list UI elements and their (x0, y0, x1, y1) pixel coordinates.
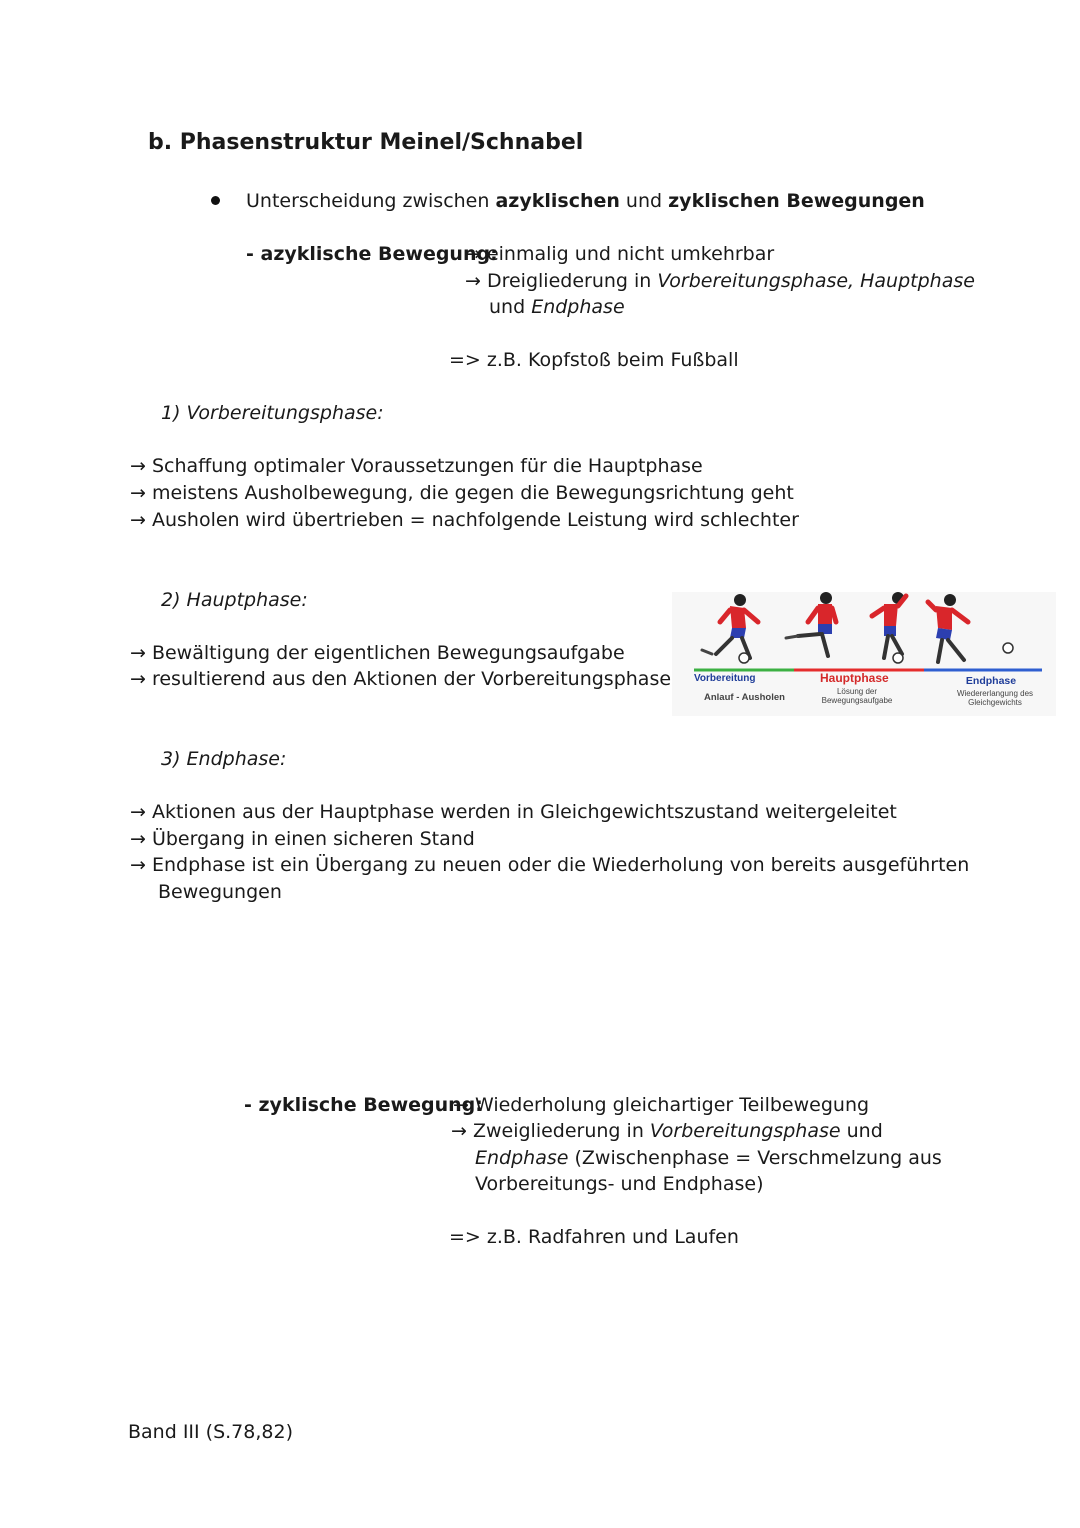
fig-label-wieder-1: Wiedererlangung des (956, 689, 1034, 698)
zyklisch-example: => z.B. Radfahren und Laufen (449, 1226, 739, 1248)
bullet-text: Unterscheidung zwischen azyklischen und zyklischen Bewegungen (246, 190, 925, 212)
zyklisch-line-3: Endphase (Zwischenphase = Verschmelzung aus (475, 1147, 942, 1169)
fig-label-wieder-2: Gleichgewichts (968, 698, 1022, 707)
zyklisch-line-4: Vorbereitungs- und Endphase) (475, 1173, 764, 1195)
phase2-item: → resultierend aus den Aktionen der Vorbereitungsphase (130, 668, 672, 690)
phase1-title: 1) Vorbereitungsphase: (161, 402, 384, 424)
bullet-dot (211, 196, 220, 205)
fig-label-loesung-1: Lösung der (836, 687, 878, 696)
azyklisch-line-1: → einmalig und nicht umkehrbar (465, 243, 775, 265)
azyklisch-line-2: → Dreigliederung in Vorbereitungsphase, Hauptphase (465, 270, 975, 292)
phase3-item: → Aktionen aus der Hauptphase werden in Gleichgewichtszustand weitergeleitet (130, 801, 897, 823)
source-reference: Band III (S.78,82) (128, 1421, 293, 1443)
azyklisch-example: => z.B. Kopfstoß beim Fußball (449, 349, 739, 371)
section-heading: b. Phasenstruktur Meinel/Schnabel (148, 130, 584, 155)
phase3-item: → Endphase ist ein Übergang zu neuen oder die Wiederholung von bereits ausgeführten (130, 854, 970, 876)
azyklisch-line-3: und Endphase (489, 296, 625, 318)
kick-sequence-figure (672, 592, 1056, 716)
zyklisch-line-1: → Wiederholung gleichartiger Teilbewegung (453, 1094, 870, 1116)
phase2-item: → Bewältigung der eigentlichen Bewegungsaufgabe (130, 642, 625, 664)
ball-icon (739, 653, 749, 663)
ball-icon (1003, 643, 1013, 653)
phase3-item: Bewegungen (158, 881, 282, 903)
fig-label-anlauf: Anlauf - Ausholen (704, 692, 785, 703)
zyklisch-label: - zyklische Bewegung: (244, 1094, 483, 1116)
fig-label-loesung-2: Bewegungsaufgabe (821, 696, 893, 705)
phase1-item: → Schaffung optimaler Voraussetzungen für die Hauptphase (130, 455, 703, 477)
phase2-title: 2) Hauptphase: (161, 589, 308, 611)
zyklisch-line-2: → Zweigliederung in Vorbereitungsphase und (451, 1120, 883, 1142)
ball-icon (893, 653, 903, 663)
phase3-item: → Übergang in einen sicheren Stand (130, 828, 475, 850)
fig-label-endphase: Endphase (965, 675, 1017, 687)
phase3-title: 3) Endphase: (161, 748, 287, 770)
azyklisch-label: - azyklische Bewegung: (246, 243, 498, 265)
phase1-item: → Ausholen wird übertrieben = nachfolgende Leistung wird schlechter (130, 509, 799, 531)
fig-label-hauptphase: Hauptphase (820, 671, 889, 685)
fig-label-vorbereitung: Vorbereitung (694, 673, 756, 684)
phase1-item: → meistens Ausholbewegung, die gegen die Bewegungsrichtung geht (130, 482, 794, 504)
